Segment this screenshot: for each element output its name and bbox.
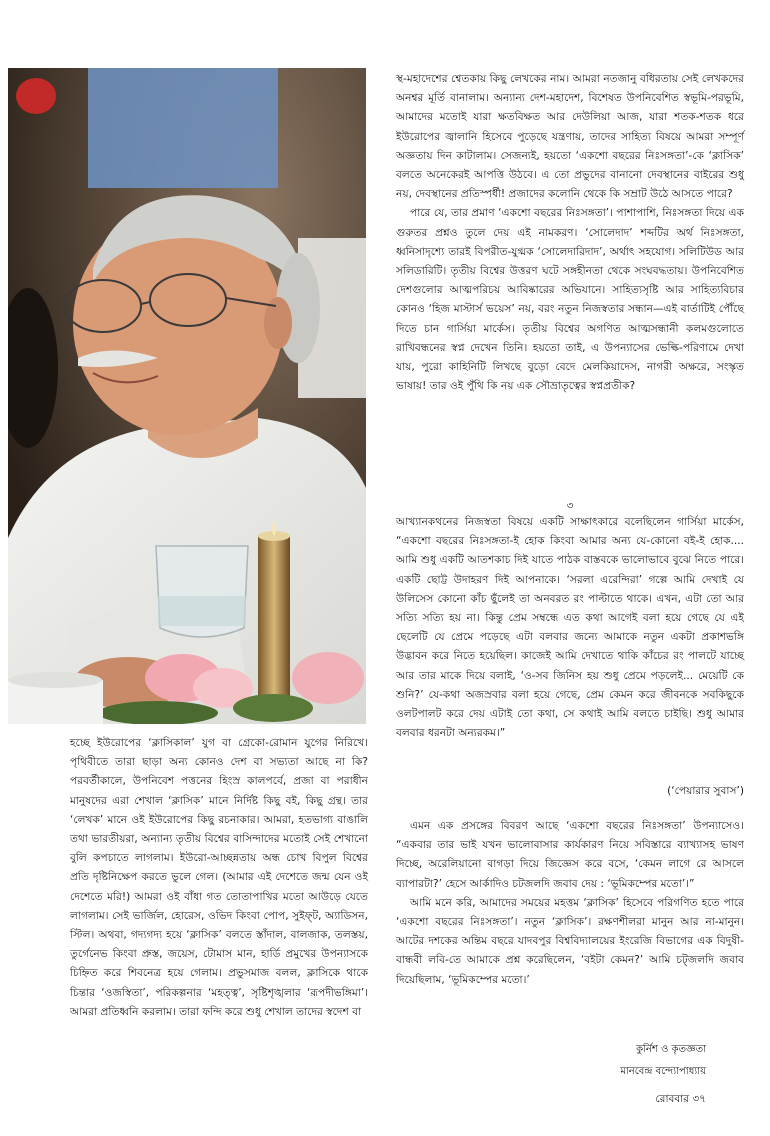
paragraph: পারে যে, তার প্রমাণ ‘একশো বছরের নিঃসঙ্গতা’। পাশাপাশি, নিঃসঙ্গতা দিয়ে এক গুরুতর প্রশ্নও তুলে দেয় এই নামকরণ। ‘সোলেদাদ’ শব্দটির অর্থ নিঃসঙ্গতা, ধ্বনিসাদৃশ্যে তারই বিপরীত-যুগ্মক ‘সোলেদারিদাদ’, অর্থাৎ সহযোগ। সলিটিউড আর সলিডারিটি। তৃতীয় বিশ্বের উত্তরণ ঘটে সঙ্গহীনতা থেকে সংঘবদ্ধতায়। উপনিবেশিত দেশগুলোর আত্মপরিচয় আবিষ্কারের অভিযানে। সাহিত্যসৃষ্টি আর সাহিত্যবিচার কোনও ‘হিজ মাস্টার্স ভয়েস’ নয়, বরং নতুন নিজস্বতার সন্ধান—এই বার্তাটিই পৌঁছে দিতে চান গার্সিয়া মার্কেস। তৃতীয় বিশ্বের অগণিত আত্মসন্ধানী কলমগুলোতে রাখিবন্ধনের স্বপ্ন দেখেন তিনি। হয়তো তাই, এ উপন্যাসের ভেল্কি-পরিণামে দেখা যায়, পুরো কাহিনিটি লিখছে বুড়ো বেদে মেলকিয়াদেস, নাগরী অক্ষরে, সংস্কৃত ভাষায়! তার ওই পুঁথি কি নয় এক সৌভ্রাতৃত্বের স্বপ্নপ্রতীক? <box>396 207 744 393</box>
credit-name: মানবেন্দ্র বন্দ্যোপাধ্যায় <box>620 1066 706 1077</box>
paragraph: আমি মনে করি, আমাদের সময়ের মহত্তম ‘ক্লাসিক’ হিসেবে পরিগণিত হতে পারে ‘একশো বছরের নিঃসঙ্গতা’। নতুন ‘ক্লাসিক’। রক্ষণশীলরা মানুন আর না-মানুন। আটের দশকের অন্তিম বছরে যাদবপুর বিশ্ববিদ্যালয়ের ইংরেজি বিভাগের এক বিদুষী-বান্ধবী লবি-তে আমাকে প্রশ্ন করেছিলেন, ‘বইটা কেমন?’ আমি চট্‌জলদি জবাব দিয়েছিলাম, ‘ভূমিকম্পের মতো।’ <box>396 896 744 986</box>
right-column-top <box>396 70 744 396</box>
quote-source: (‘পেয়ারার সুবাস’) <box>667 785 744 797</box>
credit-label: কুর্নিশ ও কৃতজ্ঞতা <box>636 1044 706 1055</box>
paragraph: স্থ-মহাদেশের শ্বেতকায় কিছু লেখকের নাম। আমরা নতজানু বধিরতায় সেই লেখকদের অনশ্বর মূর্তি বানালাম। অন্যান্য দেশ-মহাদেশ, বিশেষত উপনিবেশিত স্বভূমি-পরভূমি, আমাদের মতোই যারা ক্ষতবিক্ষত আর দেউলিয়া আজ, যারা শতক-শতক ধরে ইউরোপের জ্বালানি হিসেবে পুড়েছে যন্ত্রণায়, তাদের সাহিত্য বিষয়ে আমরা সম্পূর্ণ অজ্ঞতায় দিন কাটালাম। সেজন্যই, হয়তো ‘একশো বছরের নিঃসঙ্গতা’-কে ‘ক্লাসিক’ বলতে অনেকেরই আপত্তি উঠবে। এ তো প্রভুদের বানানো দেবস্থানের বাইরের শুধু নয়, দেবস্থানের প্রতিস্পর্ধী! প্রজাদের কলোনি থেকে কি সম্রাট উঠে আসতে পারে? <box>396 73 744 201</box>
right-column-middle <box>396 513 744 743</box>
right-column-bottom <box>396 817 744 990</box>
page-footer: রোববার ৩৭ <box>655 1093 706 1105</box>
paragraph: এমন এক প্রসঙ্গের বিবরণ আছে ‘একশো বছরের নিঃসঙ্গতা’ উপন্যাসেও। “একবার তার ভাই যখন ভালোবাসার কার্যকারণ নিয়ে সবিস্তারে ব্যাখ্যাসহ ভাষণ দিচ্ছে, অরেলিয়ানো বাগড়া দিয়ে জিজ্ঞেস করে বসে, ‘কেমন লাগে রে আসলে ব্যাপারটা?’ হেসে আর্কাদিও চটজলদি জবাব দেয় : ‘ভূমিকম্পের মতো’।” <box>396 820 744 890</box>
paragraph: হচ্ছে ইউরোপের ‘ক্লাসিকাল’ যুগ বা গ্রেকো-রোমান যুগের নিরিখে। পৃথিবীতে তারা ছাড়া অন্য কোনও দেশ বা সভ্যতা আছে না কি? পরবর্তীকালে, উপনিবেশ পত্তনের হিংস্র কালপর্বে, প্রজা বা পরাধীন মানুষদের এরা শেখাল ‘ক্লাসিক’ মানে নির্দিষ্ট কিছু বই, কিছু গ্রন্থ। তার ‘লেখক’ মানে ওই ইউরোপের কিছু রচনাকার। আমরা, হতভাগ্য বাঙালি তথা ভারতীয়রা, অন্যান্য তৃতীয় বিশ্বের বাসিন্দাদের মতোই সেই শেখানো বুলি কপচাতে লাগলাম। ইউরো-আচ্ছন্নতায় অন্ধ চোখ বিপুল বিশ্বের প্রতি দৃষ্টিনিক্ষেপ করতে ভুলে গেল। (আমার এই দেশেতে জন্ম যেন ওই দেশেতে মরি!) আমরা ওই বাঁধা গত তোতাপাখির মতো আউড়ে যেতে লাগলাম। সেই ভার্জিল, হোরেস, ওভিদ কিংবা পোপ, সুইফ্‌ট, অ্যাডিসন, স্টিল। অথবা, গদ্যগদ্য হয়ে ‘ক্লাসিক’ বলতে স্তাঁদাল, বালজাক, তলস্তয়, তুর্গেনেভ কিংবা প্রুস্ত, জয়েস, টোমাস মান, হার্ডি প্রমুখের উপন্যাসকে চিহ্নিত করে শিবনেত্র হয়ে গেলাম। প্রভুসমাজ বলল, ক্লাসিকে থাকে চিন্তার ‘ওজস্বিতা’, পরিকল্পনার ‘মহত্ত্ব’, সৃষ্টিশৃঙ্খলার ‘রূপদীভঙ্গিমা’। আমরা প্রতিধ্বনি করলাম। তারা ফন্দি করে শুধু শেখাল তাদের স্বদেশ বা <box>70 737 368 1018</box>
section-number: ৩ <box>566 499 574 512</box>
paragraph: আখ্যানকথনের নিজস্বতা বিষয়ে একটি সাক্ষাৎকারে বলেছিলেন গার্সিয়া মার্কেস, “একশো বছরের নিঃসঙ্গতা-ই হোক কিংবা আমার অন্য যে-কোনো বই-ই হোক.... আমি শুধু একটি আতশকাচ দিই যাতে পাঠক বাস্তবকে ভালোভাবে বুঝে নিতে পারে। একটি ছোট্ট উদাহরণ দিই আপনাকে। ‘সরলা এরেন্দিরা’ গল্পে আমি দেখাই যে উলিসেস কোনো কাঁচ ছুঁলেই তা অনবরত রং পাল্টাতে থাকে। এখন, এটা তো আর সত্যি সত্যি হয় না। কিন্তু প্রেম সম্বন্ধে এত কথা আগেই বলা হয়ে গেছে যে এই ছেলেটি যে প্রেমে পড়েছে এটা বলবার জন্যে আমাকে নতুন একটা প্রকাশভঙ্গি উদ্ভাবন করে নিতে হয়েছিল। কাজেই আমি দেখাতে থাকি কাঁচের রং পালটে যাচ্ছে আর তার মাকে দিয়ে বলাই, ‘ও-সব জিনিস হয় শুধু প্রেমে পড়লেই... মেয়েটি কে শুনি?’ যে-কথা অজস্রবার বলা হয়ে গেছে, প্রেম কেমন করে জীবনকে সবকিছুকে ওলটপালট করে দেয় এটাই তো কথা, সে কথাই আমি বলতে চাইছি। শুধু আমার বলবার ধরনটা অন্যরকম।” <box>396 516 744 740</box>
author-photo-illustration <box>8 68 366 724</box>
left-column-bottom <box>70 734 368 1022</box>
author-photo <box>8 68 366 724</box>
